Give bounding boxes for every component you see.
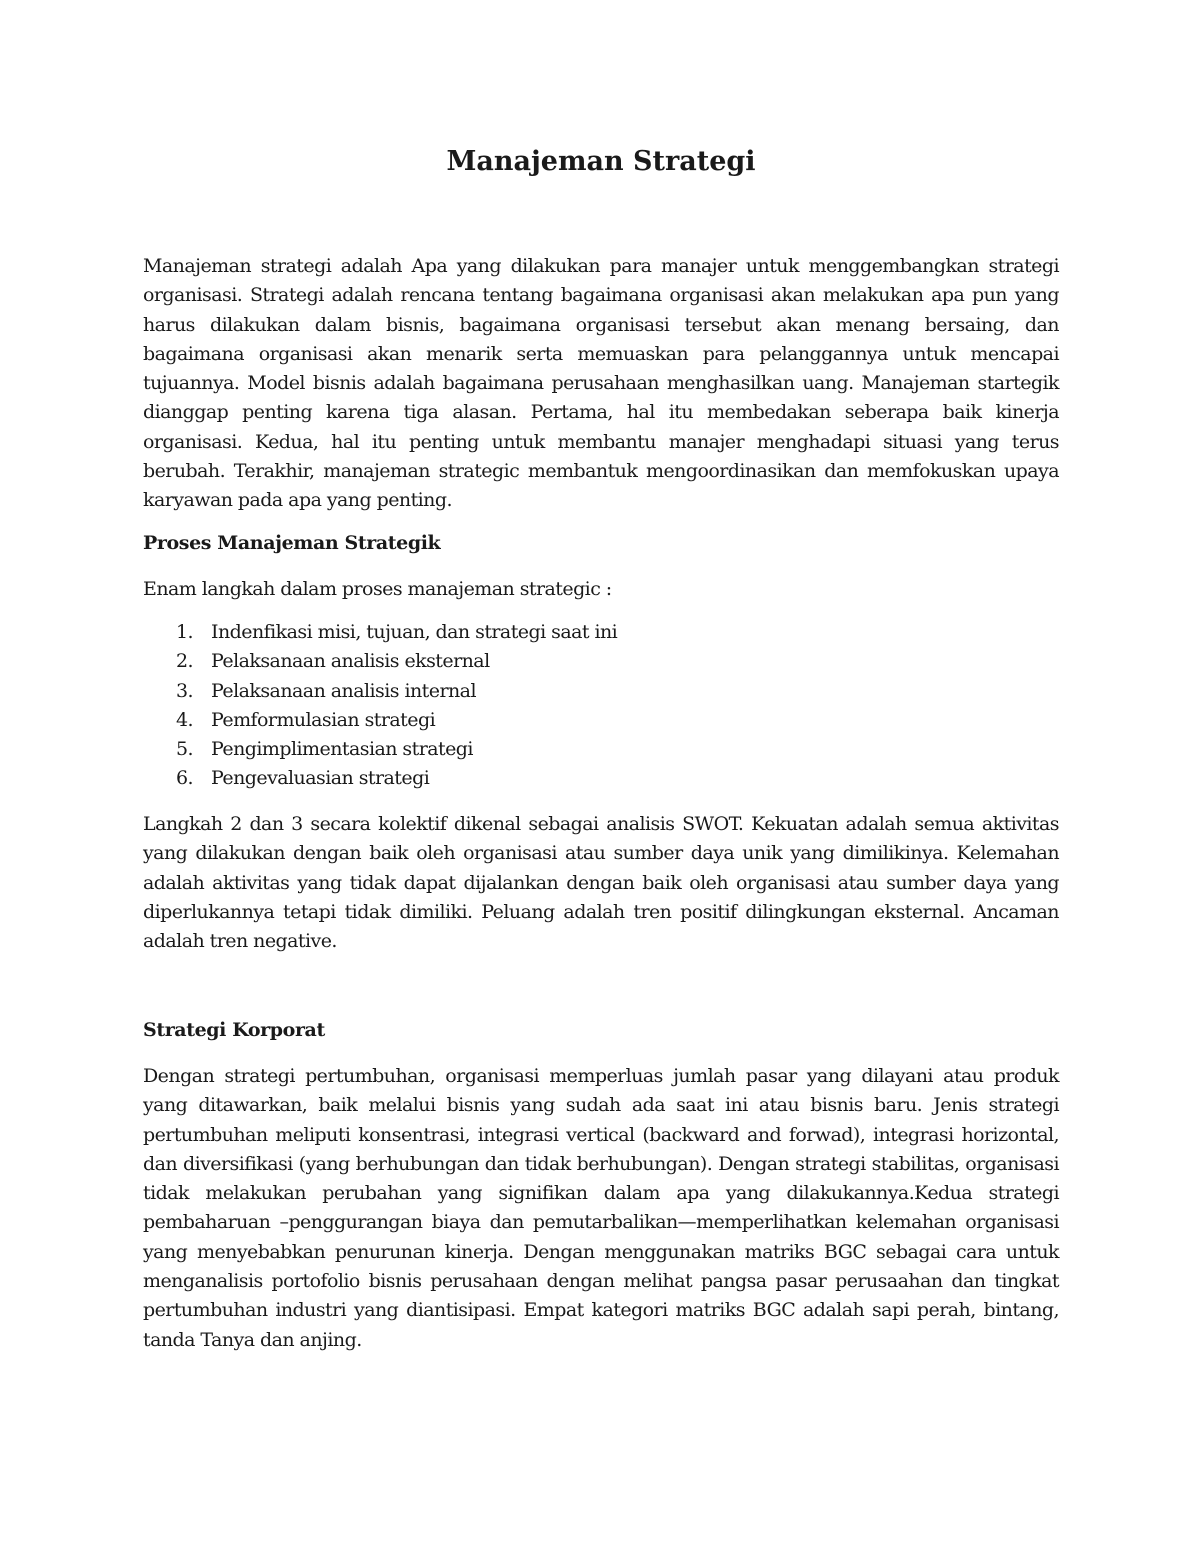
list-item-number: 1. xyxy=(176,621,194,643)
list-item-text: Pemformulasian strategi xyxy=(211,708,436,731)
steps-intro: Enam langkah dalam proses manajeman strategic : xyxy=(143,578,612,600)
document-title: Manajeman Strategi xyxy=(446,146,756,177)
list-item-text: Pelaksanaan analisis eksternal xyxy=(211,650,490,673)
list-item-number: 5. xyxy=(176,738,194,761)
list-item-number: 3. xyxy=(176,679,194,702)
swot-paragraph: Langkah 2 dan 3 secara kolektif dikenal sebagai analisis SWOT. Kekuatan adalah semua aktivitas yang dilakukan dengan baik oleh organisasi atau sumber daya unik yang dimilikinya. Kelemahan adalah aktivitas yang tidak dapat dijalankan dengan baik oleh organisasi atau sumber daya yang diperlukannya tetapi tidak dimiliki. Peluang adalah tren positif dilingkungan eksternal. Ancaman adalah tren negative. xyxy=(143,813,1059,953)
list-item-text: Pelaksanaan analisis internal xyxy=(211,679,476,702)
corporate-strategy-paragraph: Dengan strategi pertumbuhan, organisasi memperluas jumlah pasar yang dilayani atau produk yang ditawarkan, baik melalui bisnis yang sudah ada saat ini atau bisnis baru. Jenis strategi pertumbuhan meliputi konsentrasi, integrasi vertical (backward and forwad), integrasi horizontal, dan diversifikasi (yang berhubungan dan tidak berhubungan). Dengan strategi stabilitas, organisasi tidak melakukan perubahan yang signifikan dalam apa yang dilakukannya.Kedua strategi pembaharuan –penggurangan biaya dan pemutarbalikan—memperlihatkan kelemahan organisasi yang menyebabkan penurunan kinerja. Dengan menggunakan matriks BGC sebagai cara untuk menganalisis portofolio bisnis perusahaan dengan melihat pangsa pasar perusaahan dan tingkat pertumbuhan industri yang diantisipasi. Empat kategori matriks BGC adalah sapi perah, bintang, tanda Tanya dan anjing. xyxy=(143,1065,1059,1351)
list-item-number: 4. xyxy=(176,708,194,731)
list-item-text: Indenfikasi misi, tujuan, dan strategi saat ini xyxy=(211,621,618,643)
intro-paragraph: Manajeman strategi adalah Apa yang dilakukan para manajer untuk menggembangkan strategi organisasi. Strategi adalah rencana tentang bagaimana organisasi akan melakukan apa pun yang harus dilakukan dalam bisnis, bagaimana organisasi tersebut akan menang bersaing, dan bagaimana organisasi akan menarik serta memuaskan para pelanggannya untuk mencapai tujuannya. Model bisnis adalah bagaimana perusahaan menghasilkan uang. Manajeman startegik dianggap penting karena tiga alasan. Pertama, hal itu membedakan seberapa baik kinerja organisasi. Kedua, hal itu penting untuk membantu manajer menghadapi situasi yang terus berubah. Terakhir, manajeman strategic membantuk mengoordinasikan dan memfokuskan upaya karyawan pada apa yang penting. xyxy=(143,255,1059,512)
section-heading-proses: Proses Manajeman Strategik xyxy=(143,532,441,554)
section-heading-korporat: Strategi Korporat xyxy=(143,1019,325,1041)
list-item-text: Pengimplimentasian strategi xyxy=(211,738,473,761)
list-item-number: 2. xyxy=(176,650,194,673)
list-item-number: 6. xyxy=(176,767,194,790)
list-item-text: Pengevaluasian strategi xyxy=(211,767,430,790)
